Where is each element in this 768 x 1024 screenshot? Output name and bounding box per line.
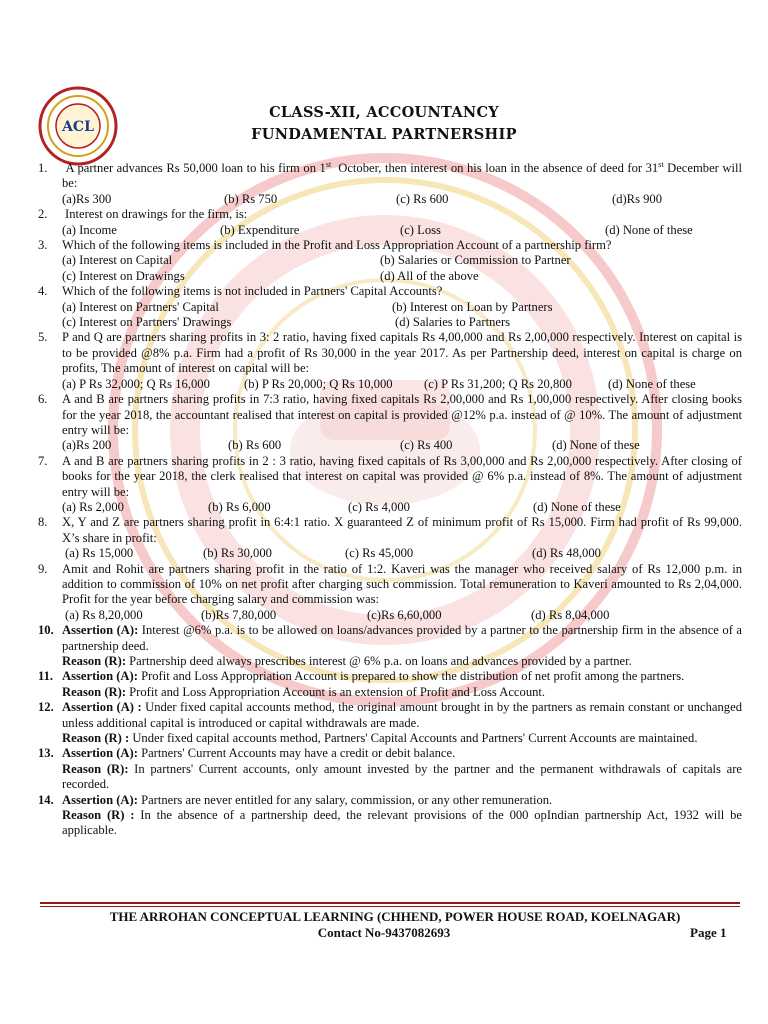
question-stem: X, Y and Z are partners sharing profit in 6:4:1 ratio. X guaranteed Z of minimum profit of Rs 15,000. Firm had profit of Rs 99,000. X’s share in profit: [62, 515, 742, 545]
reason-label: Reason (R): [62, 761, 129, 776]
assertion-label: Assertion (A): [62, 792, 138, 807]
option-row [62, 500, 742, 515]
reason-label: Reason (R): [62, 654, 127, 668]
question-6 [38, 392, 742, 454]
option-c: (c) Rs 45,000 [345, 546, 414, 561]
option-b: (b)Rs 7,80,000 [201, 607, 277, 622]
question-number: 3. [38, 238, 48, 253]
assertion-label: Assertion (A): [62, 623, 139, 638]
question-stem: Which of the following items is included in the Profit and Loss Appropriation Account of a partnership firm? [62, 238, 612, 253]
assertion [62, 700, 742, 731]
question-stem: A and B are partners sharing profits in 7:3 ratio, having fixed capitals Rs 2,00,000 and Rs 1,00,000 respectively. After closing books for the year 2018, the accountant realised that interest on capital is provided @12% p.a. instead of @ 10%. The amount of adjustment entry will be: [62, 392, 742, 437]
assertion-text: Partners' Current Accounts may have a credit or debit balance. [141, 746, 456, 761]
option-d: (d) None of these [533, 499, 621, 514]
reason [62, 731, 742, 746]
question-number: 4. [38, 284, 48, 299]
page-subtitle: FUNDAMENTAL PARTNERSHIP [251, 126, 517, 143]
option-b: (b) Interest on Loan by Partners [392, 299, 553, 314]
option-b: (b) Rs 6,000 [208, 499, 271, 514]
option-row [62, 546, 742, 561]
option-c: (c)Rs 6,60,000 [367, 607, 442, 622]
option-c: (c) Rs 600 [396, 191, 449, 206]
option-row [62, 300, 742, 315]
option-c: (c) Rs 400 [400, 438, 453, 453]
option-b: (b) Salaries or Commission to Partner [380, 253, 571, 268]
question-stem: Interest on drawings for the firm, is: [65, 207, 248, 222]
footer-divider-thin [40, 906, 740, 907]
option-c: (c) Interest on Drawings [62, 268, 185, 283]
option-c: (c) Rs 4,000 [348, 499, 410, 514]
option-row [62, 269, 742, 284]
option-d: (d) None of these [605, 222, 693, 237]
assertion-label: Assertion (A): [62, 669, 138, 684]
option-b: (b) P Rs 20,000; Q Rs 10,000 [244, 376, 393, 391]
page-number: Page 1 [690, 925, 727, 940]
option-d: (d) Rs 48,000 [532, 546, 601, 561]
question-number: 6. [38, 392, 48, 407]
question-number: 2. [38, 207, 48, 222]
option-a: (a)Rs 200 [62, 438, 112, 453]
option-d: (d) All of the above [380, 268, 479, 283]
assertion [62, 669, 742, 684]
question-number: 11. [38, 669, 54, 684]
reason-label: Reason (R): [62, 684, 127, 699]
option-a: (a) Interest on Partners' Capital [62, 299, 219, 314]
option-b: (b) Rs 600 [228, 438, 282, 453]
reason-text: Under fixed capital accounts method, Partners' Capital Accounts and Partners' Current Accounts are maintained. [132, 731, 698, 746]
option-b: (b) Rs 30,000 [203, 546, 272, 561]
assertion-label: Assertion (A) : [62, 700, 142, 715]
question-number: 10. [38, 623, 54, 638]
question-number: 9. [38, 561, 48, 576]
question-1 [38, 161, 742, 207]
question-stem: Amit and Rohit are partners sharing profit in the ratio of 1:2. Kaveri was the manager who received salary of Rs 12,000 p.m. in addition to commission of 10% on net profit after charging such commission. Total remuneration to Kaveri amounted to Rs 2,04,000. Profit for the year before charging salary and commission was: [62, 561, 742, 607]
question-number: 13. [38, 746, 54, 761]
option-a: (a) P Rs 32,000; Q Rs 16,000 [62, 376, 210, 391]
assertion-text: Under fixed capital accounts method, the original amount brought in by the partners as remain constant or unchanged unless additional capital is introduced or capital withdrawals are made. [62, 700, 742, 730]
question-number: 14. [38, 792, 54, 807]
assertion [62, 793, 742, 808]
question-stem: A and B are partners sharing profits in 2 : 3 ratio, having fixed capitals of Rs 3,00,000 and Rs 2,00,000 respectively. After closing of books for the year 2018, the clerk realised that interest on capital was provided @ 6% p.a. instead of 8%. The amount of adjustment entry will be: [62, 453, 742, 499]
logo-text: ACL [62, 119, 94, 135]
question-5 [38, 330, 742, 392]
assertion-text: Partners are never entitled for any salary, commission, or any other remuneration. [141, 792, 553, 807]
question-stem: P and Q are partners sharing profits in 3: 2 ratio, having fixed capitals Rs 4,00,000 and Rs 2,00,000 respectively. Interest on capital is to be provided @8% p.a. Firm had a profit of Rs 30,000 in the year 2017. As per Partnership deed, interest on capital is charge on profits, The amount of interest on capital will be: [62, 330, 742, 376]
option-a: (a) Income [62, 222, 117, 237]
question-10 [38, 623, 742, 669]
question-9 [38, 562, 742, 624]
page-title: CLASS-XII, ACCOUNTANCY [269, 104, 499, 121]
option-b: (b) Rs 750 [224, 191, 278, 206]
question-number: 5. [38, 330, 48, 345]
question-list [38, 161, 742, 839]
question-12 [38, 700, 742, 746]
header [0, 102, 768, 146]
option-d: (d) Rs 8,04,000 [531, 607, 610, 622]
assertion-text: Profit and Loss Appropriation Account is prepared to show the distribution of net profit among the partners. [141, 669, 685, 684]
footer-divider [40, 902, 740, 904]
option-a: (a) Rs 15,000 [65, 546, 134, 561]
reason [62, 762, 742, 793]
footer-contact: Contact No-9437082693 [317, 925, 451, 940]
question-7 [38, 454, 742, 516]
option-row [62, 438, 742, 453]
reason-text: In the absence of a partnership deed, the relevant provisions of the 000 opIndian partnership Act, 1932 will be applicable. [62, 808, 742, 838]
option-row [62, 608, 742, 623]
option-b: (b) Expenditure [220, 222, 300, 237]
option-a: (a) Rs 2,000 [62, 499, 124, 514]
option-row [62, 377, 742, 392]
option-d: (d) Salaries to Partners [395, 315, 511, 330]
assertion [62, 623, 742, 654]
option-d: (d) None of these [552, 438, 640, 453]
option-a: (a)Rs 300 [62, 191, 112, 206]
question-13 [38, 746, 742, 792]
question-8 [38, 515, 742, 561]
question-number: 7. [38, 453, 48, 468]
question-2 [38, 207, 742, 238]
option-c: (c) Loss [400, 222, 441, 237]
option-a: (a) Rs 8,20,000 [65, 607, 143, 622]
question-stem: Which of the following items is not included in Partners' Capital Accounts? [62, 284, 443, 299]
question-number: 12. [38, 700, 54, 715]
option-c: (c) P Rs 31,200; Q Rs 20,800 [424, 376, 572, 391]
option-d: (d)Rs 900 [612, 191, 663, 206]
reason-text: Partnership deed always prescribes interest @ 6% p.a. on loans and advances provided by a partner. [129, 654, 632, 668]
assertion-text: Interest @6% p.a. is to be allowed on loans/advances provided by a partner to the partnership firm in the absence of a partnership deed. [62, 623, 742, 653]
question-number: 8. [38, 515, 48, 530]
reason-text: Profit and Loss Appropriation Account is an extension of Profit and Loss Account. [129, 684, 546, 699]
reason [62, 808, 742, 839]
assertion [62, 746, 742, 761]
reason [62, 685, 742, 700]
question-11 [38, 669, 742, 700]
question-stem: A partner advances Rs 50,000 loan to his firm on 1st October, then interest on his loan in the absence of deed for 31st December will be: [62, 159, 742, 191]
question-4 [38, 284, 742, 330]
option-row [62, 192, 742, 207]
option-c: (c) Interest on Partners' Drawings [62, 315, 232, 330]
question-3 [38, 238, 742, 284]
question-14 [38, 793, 742, 839]
reason [62, 654, 742, 669]
reason-text: In partners' Current accounts, only amount invested by the partner and the permanent withdrawals of capitals are recorded. [62, 761, 742, 792]
reason-label: Reason (R) : [62, 731, 130, 746]
option-row [62, 223, 742, 238]
option-d: (d) None of these [608, 376, 696, 391]
option-row [62, 253, 742, 268]
option-a: (a) Interest on Capital [62, 253, 173, 268]
footer-institute: THE ARROHAN CONCEPTUAL LEARNING (CHHEND, POWER HOUSE ROAD, KOELNAGAR) [109, 909, 681, 924]
question-number: 1. [38, 161, 48, 175]
assertion-label: Assertion (A): [62, 746, 138, 761]
option-row [62, 315, 742, 330]
reason-label: Reason (R) : [62, 808, 135, 823]
